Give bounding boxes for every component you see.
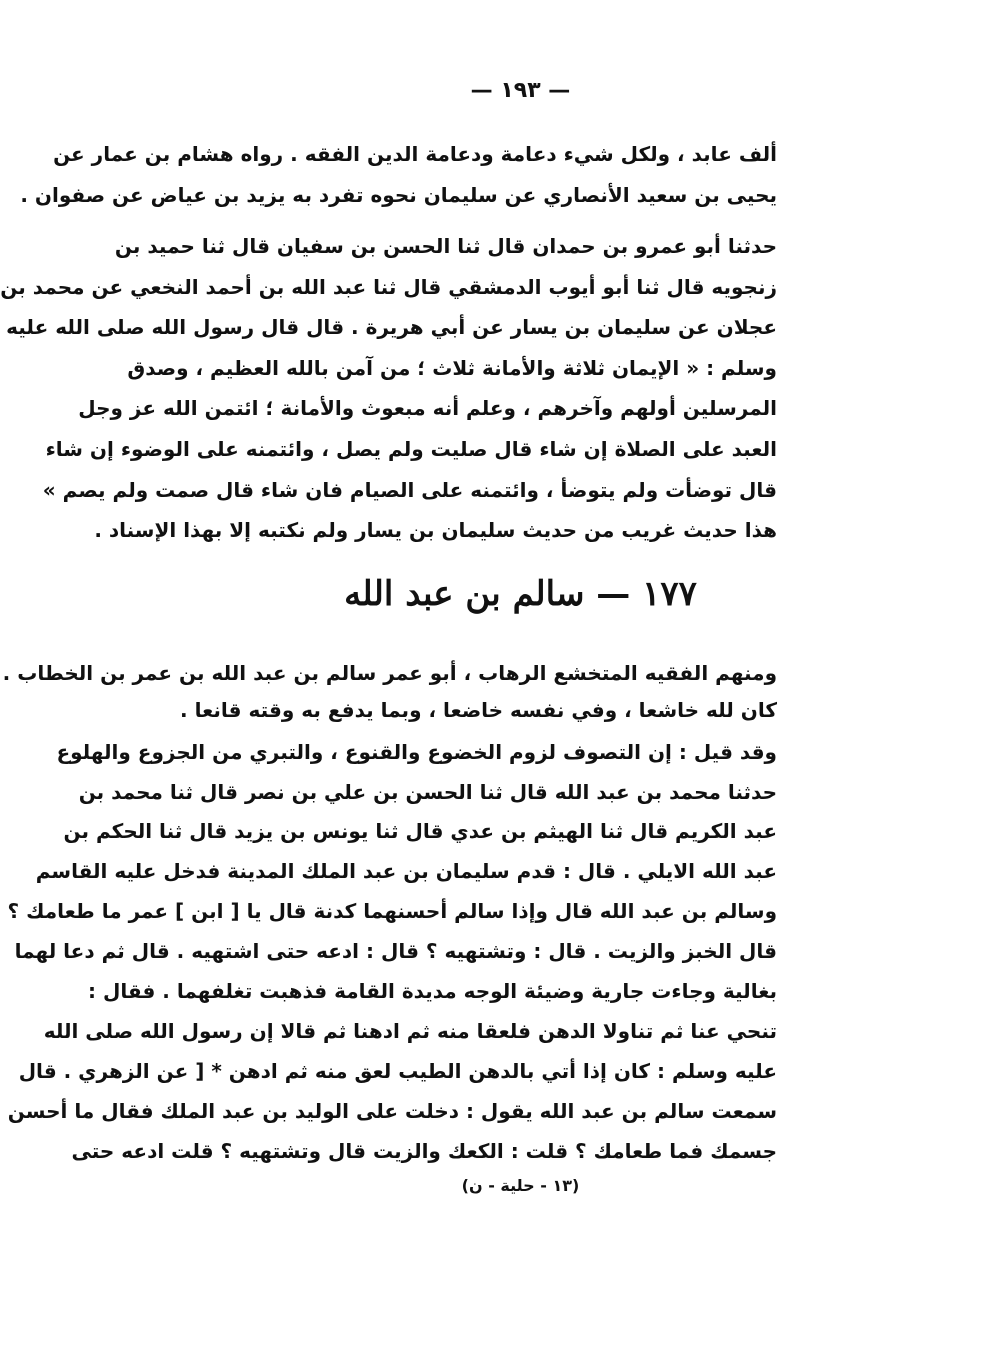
paragraph-hadith-block — [0, 136, 777, 546]
text-line: العبد على الصلاة إن شاء قال صليت ولم يصل ، وائتمنه على الوضوء إن شاء — [45, 437, 777, 461]
text-line: حدثنا محمد بن عبد الله قال ثنا الحسن بن علي بن نصر قال ثنا محمد بن — [78, 780, 777, 804]
text-line: عليه وسلم : كان إذا أتي بالدهن الطيب لعق منه ثم ادهن * [ عن الزهري . قال — [18, 1059, 777, 1083]
chapter-heading: ١٧٧ — سالم بن عبد الله — [344, 574, 697, 614]
footer-signature: (١٣ - حلية - ن) — [461, 1176, 580, 1195]
text-line: يحيى بن سعيد الأنصاري عن سليمان نحوه تفرد به يزيد بن عياض عن صفوان . — [20, 183, 777, 207]
text-line: وسالم بن عبد الله قال وإذا سالم أحسنهما كدنة قال يا [ ابن ] عمر ما طعامك ؟ — [7, 899, 777, 923]
paragraph-narration — [7, 734, 777, 1174]
text-line: قال توضأت ولم يتوضأ ، وائتمنه على الصيام فان شاء قال صمت ولم يصم » — [42, 478, 777, 502]
text-line: وسلم : « الإيمان ثلاثة والأمانة ثلاث ؛ من آمن بالله العظيم ، وصدق — [127, 356, 777, 380]
text-line: كان لله خاشعا ، وفي نفسه خاضعا ، وبما يدفع به وقته قانعا . — [180, 698, 777, 722]
text-line: عبد الله الايلي . قال : قدم سليمان بن عبد الملك المدينة فدخل عليه القاسم — [35, 859, 777, 883]
text-line: جسمك فما طعامك ؟ قلت : الكعك والزيت قال وتشتهيه ؟ قلت ادعه حتى — [71, 1139, 777, 1163]
text-line: ألف عابد ، ولكل شيء دعامة ودعامة الدين الفقه . رواه هشام بن عمار عن — [53, 142, 777, 166]
text-line: زنجويه قال ثنا أبو أيوب الدمشقي قال ثنا عبد الله بن أحمد النخعي عن محمد بن — [0, 275, 777, 299]
text-line: سمعت سالم بن عبد الله يقول : دخلت على الوليد بن عبد الملك فقال ما أحسن — [7, 1099, 777, 1123]
text-line: بغالية وجاءت جارية وضيئة الوجه مديدة القامة فذهبت تغلفهما . فقال : — [88, 979, 777, 1003]
text-line: وقد قيل : إن التصوف لزوم الخضوع والقنوع ، والتبري من الجزوع والهلوع — [56, 740, 777, 764]
paragraph-intro — [2, 655, 777, 735]
text-line: عجلان عن سليمان بن يسار عن أبي هريرة . قال قال رسول الله صلى الله عليه — [6, 315, 777, 339]
text-line: هذا حديث غريب من حديث سليمان بن يسار ولم نكتبه إلا بهذا الإسناد . — [94, 518, 777, 542]
text-line: تنحي عنا ثم تناولا الدهن فلعقا منه ثم ادهنا ثم قالا إن رسول الله صلى الله — [43, 1019, 777, 1043]
text-line: قال الخبز والزيت . قال : وتشتهيه ؟ قال : ادعه حتى اشتهيه . قال ثم دعا لهما — [14, 939, 777, 963]
text-line: ومنهم الفقيه المتخشع الرهاب ، أبو عمر سالم بن عبد الله بن عمر بن الخطاب . — [2, 661, 777, 685]
text-line: حدثنا أبو عمرو بن حمدان قال ثنا الحسن بن سفيان قال ثنا حميد بن — [114, 234, 777, 258]
text-line: المرسلين أولهم وآخرهم ، وعلم أنه مبعوث والأمانة ؛ ائتمن الله عز وجل — [78, 396, 777, 420]
page-number: — ١٩٣ — — [470, 78, 571, 103]
text-line: عبد الكريم قال ثنا الهيثم بن عدي قال ثنا يونس بن يزيد قال ثنا الحكم بن — [63, 819, 777, 843]
